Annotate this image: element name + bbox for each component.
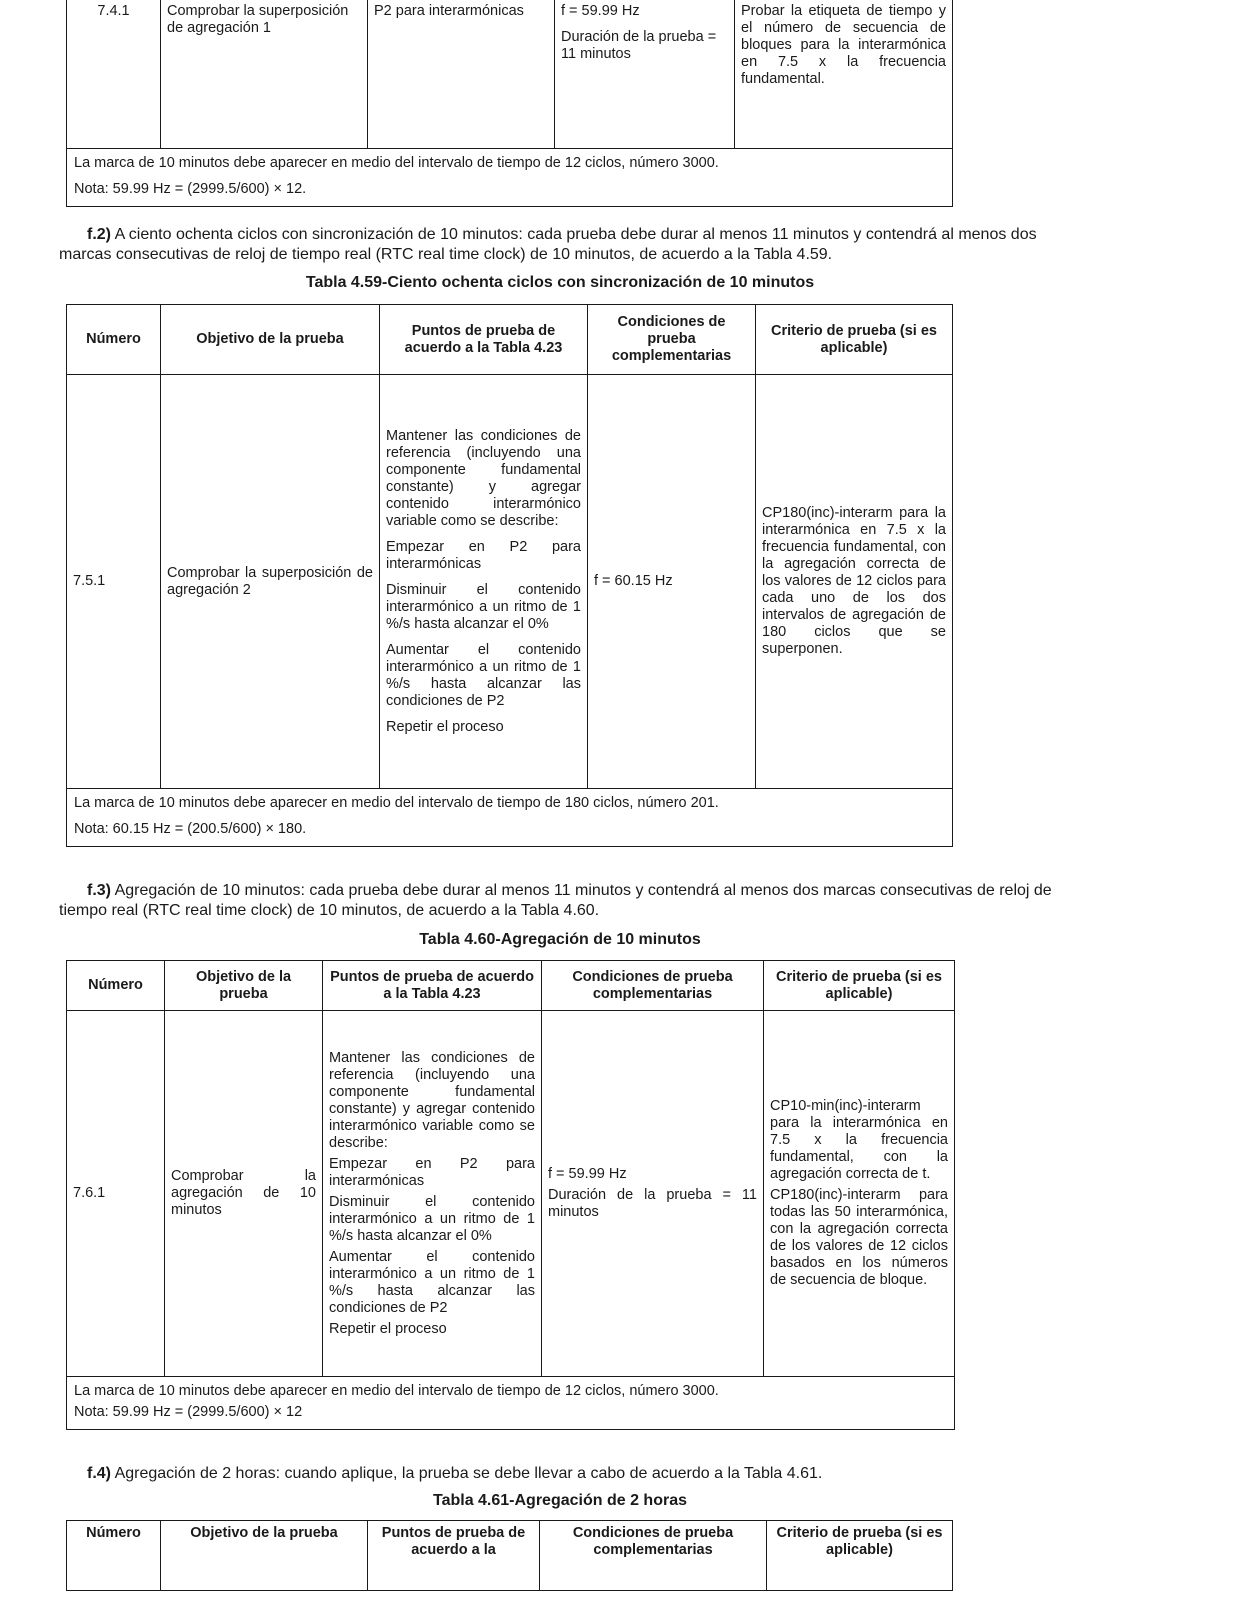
note-line: Nota: 59.99 Hz = (2999.5/600) × 12. (74, 180, 307, 197)
cell-text: Empezar en P2 para interarmónicas (386, 538, 581, 572)
cell-numero: 7.6.1 (67, 1011, 165, 1377)
table-4-59 (66, 304, 953, 847)
header-puntos: Puntos de prueba de acuerdo a la Tabla 4.23 (323, 961, 542, 1011)
table-4-58-continuation (66, 0, 953, 207)
cell-text: Mantener las condiciones de referencia (incluyendo una componente fundamental constante) y agregar contenido interarmónico variable como se describe: (329, 1049, 535, 1151)
cell-criterio: CP180(inc)-interarm para la interarmónica en 7.5 x la frecuencia fundamental, con la agregación correcta de los valores de 12 ciclos para cada uno de los dos intervalos de agregación de 180 ciclos que se superponen. (756, 375, 953, 789)
header-puntos: Puntos de prueba de acuerdo a la (368, 1521, 540, 1591)
note-line: La marca de 10 minutos debe aparecer en medio del intervalo de tiempo de 12 ciclos, número 3000. (74, 154, 719, 171)
cell-numero: 7.5.1 (67, 375, 161, 789)
paragraph-label: f.3) (87, 882, 111, 899)
cell-objetivo: Comprobar la agregación de 10 minutos (165, 1011, 323, 1377)
paragraph-text: A ciento ochenta ciclos con sincronización de 10 minutos: cada prueba debe durar al menos 11 minutos y contendrá al menos dos marcas consecutivas de reloj de tiempo real (RTC real time clock) de 10 minutos, de acuerdo a la Tabla 4.59. (59, 226, 1037, 263)
cell-text: f = 59.99 Hz (548, 1166, 627, 1182)
header-condiciones: Condiciones de prueba complementarias (540, 1521, 767, 1591)
header-numero: Número (67, 305, 161, 375)
cell-text: f = 59.99 Hz (561, 3, 640, 19)
cell-condiciones (555, 0, 735, 148)
cell-numero: 7.4.1 (67, 0, 161, 148)
cell-criterio: Probar la etiqueta de tiempo y el número de secuencia de bloques para la interarmónica en 7.5 x la frecuencia fundamental. (735, 0, 953, 148)
cell-text: Repetir el proceso (386, 718, 504, 735)
cell-text: Disminuir el contenido interarmónico a un ritmo de 1 %/s hasta alcanzar el 0% (386, 581, 581, 632)
paragraph-text: Agregación de 2 horas: cuando aplique, la prueba se debe llevar a cabo de acuerdo a la Tabla 4.61. (114, 1465, 823, 1482)
table-4-61 (66, 1520, 953, 1591)
paragraph-f4 (59, 1464, 1059, 1484)
table-note-row (67, 789, 953, 847)
table-row (67, 375, 953, 789)
header-criterio: Criterio de prueba (si es aplicable) (764, 961, 955, 1011)
table-row (67, 0, 953, 148)
header-numero: Número (67, 1521, 161, 1591)
table-note-row (67, 148, 953, 206)
paragraph-label: f.4) (87, 1465, 111, 1482)
table-header-row (67, 305, 953, 375)
cell-condiciones: f = 60.15 Hz (588, 375, 756, 789)
header-numero: Número (67, 961, 165, 1011)
cell-puntos (380, 375, 588, 789)
header-criterio: Criterio de prueba (si es aplicable) (767, 1521, 953, 1591)
cell-objetivo: Comprobar la superposición de agregación 1 (161, 0, 368, 148)
header-condiciones: Condiciones de prueba complementarias (588, 305, 756, 375)
cell-text: Disminuir el contenido interarmónico a un ritmo de 1 %/s hasta alcanzar el 0% (329, 1193, 535, 1244)
paragraph-text: Agregación de 10 minutos: cada prueba debe durar al menos 11 minutos y contendrá al menos dos marcas consecutivas de reloj de tiempo real (RTC real time clock) de 10 minutos, de acuerdo a la Tabla 4.60. (59, 882, 1052, 919)
note-line: La marca de 10 minutos debe aparecer en medio del intervalo de tiempo de 12 ciclos, número 3000. (74, 1383, 719, 1399)
header-objetivo: Objetivo de la prueba (161, 305, 380, 375)
cell-text: Duración de la prueba = 11 minutos (561, 29, 717, 62)
cell-text: Empezar en P2 para interarmónicas (329, 1155, 535, 1189)
table-4-60-caption: Tabla 4.60-Agregación de 10 minutos (419, 931, 701, 948)
cell-text: CP180(inc)-interarm para todas las 50 interarmónica, con la agregación correcta de los valores de 12 ciclos basados en los números de secuencia de bloque. (770, 1187, 948, 1288)
cell-puntos: P2 para interarmónicas (368, 0, 555, 148)
table-notes (67, 1377, 955, 1430)
paragraph-label: f.2) (87, 226, 111, 243)
table-header-row (67, 1521, 953, 1591)
paragraph-f3 (59, 881, 1059, 921)
note-line: Nota: 60.15 Hz = (200.5/600) × 180. (74, 821, 307, 837)
cell-text: Aumentar el contenido interarmónico a un ritmo de 1 %/s hasta alcanzar las condiciones de P2 (386, 641, 581, 709)
table-row (67, 1011, 955, 1377)
cell-text: Mantener las condiciones de referencia (incluyendo una componente fundamental constante) y agregar contenido interarmónico variable como se describe: (386, 427, 581, 529)
cell-text: Aumentar el contenido interarmónico a un ritmo de 1 %/s hasta alcanzar las condiciones de P2 (329, 1248, 535, 1316)
header-criterio: Criterio de prueba (si es aplicable) (756, 305, 953, 375)
table-notes (67, 789, 953, 847)
table-4-59-caption: Tabla 4.59-Ciento ochenta ciclos con sincronización de 10 minutos (305, 274, 815, 291)
cell-criterio (764, 1011, 955, 1377)
cell-condiciones (542, 1011, 764, 1377)
cell-objetivo: Comprobar la superposición de agregación 2 (161, 375, 380, 789)
table-note-row (67, 1377, 955, 1430)
note-line: Nota: 59.99 Hz = (2999.5/600) × 12 (74, 1404, 303, 1420)
cell-text: CP10-min(inc)-interarm para la interarmónica en 7.5 x la frecuencia fundamental, con la agregación correcta de t. (770, 1098, 948, 1182)
table-4-61-caption: Tabla 4.61-Agregación de 2 horas (432, 1492, 687, 1509)
cell-puntos (323, 1011, 542, 1377)
header-objetivo: Objetivo de la prueba (165, 961, 323, 1011)
note-line: La marca de 10 minutos debe aparecer en medio del intervalo de tiempo de 180 ciclos, número 201. (74, 795, 719, 811)
header-condiciones: Condiciones de prueba complementarias (542, 961, 764, 1011)
table-4-60 (66, 960, 955, 1430)
table-notes (67, 148, 953, 206)
cell-text: Duración de la prueba = 11 minutos (548, 1187, 757, 1220)
cell-text: Repetir el proceso (329, 1320, 447, 1337)
table-header-row (67, 961, 955, 1011)
paragraph-f2 (59, 225, 1059, 265)
header-objetivo: Objetivo de la prueba (161, 1521, 368, 1591)
header-puntos: Puntos de prueba de acuerdo a la Tabla 4.23 (380, 305, 588, 375)
